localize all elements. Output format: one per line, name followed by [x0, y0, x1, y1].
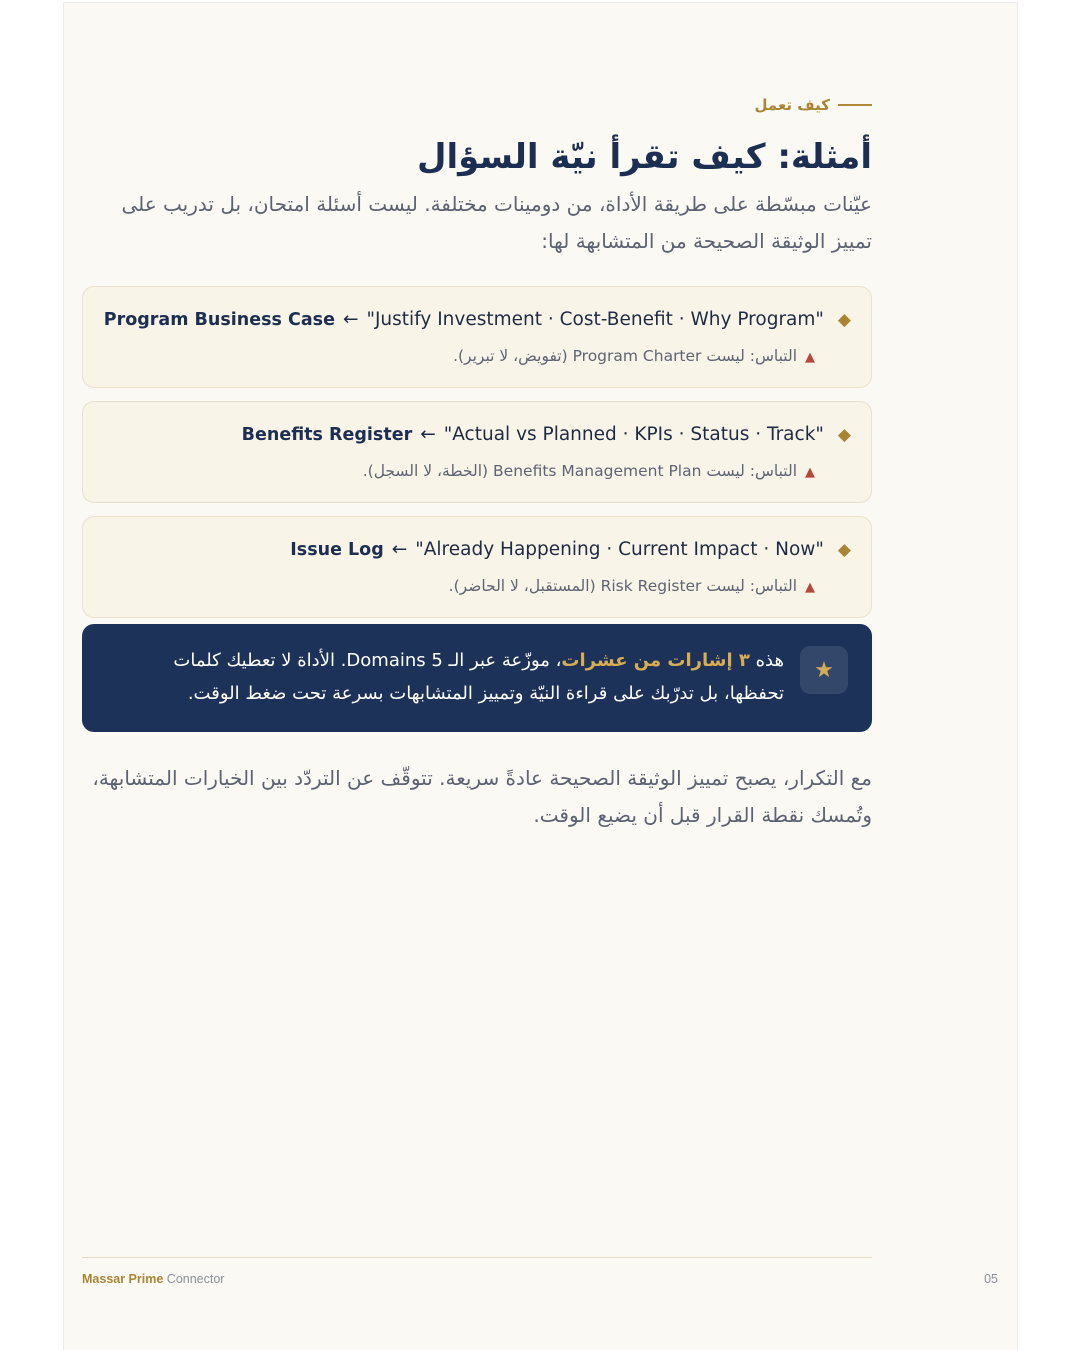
target-document: Program Business Case — [103, 310, 335, 330]
triangle-warning-icon: ▲ — [805, 465, 815, 480]
arrow-icon: ← — [420, 424, 436, 445]
example-card — [82, 401, 872, 503]
page-title: أمثلة: كيف تقرأ نيّة السؤال — [417, 137, 872, 177]
target-document: Benefits Register — [241, 425, 413, 445]
confusion-document: Program Charter — [572, 347, 702, 365]
confusion-note — [103, 345, 815, 369]
brand-suffix: Connector — [163, 1272, 225, 1286]
closing-paragraph: مع التكرار، يصبح تمييز الوثيقة الصحيحة عادةً سريعة. تتوقّف عن التردّد بين الخيارات المتشابهة، وتُمسك نقطة القرار قبل أن يضيع الوقت. — [92, 766, 872, 827]
example-card — [82, 286, 872, 388]
keywords: "Actual vs Planned · KPIs · Status · Track" — [443, 424, 824, 445]
confusion-prefix: التباس: ليست — [706, 347, 797, 365]
callout-highlight: ٣ إشارات من عشرات — [561, 650, 750, 671]
arrow-icon: ← — [391, 539, 408, 560]
example-mapping — [103, 422, 851, 448]
arrow-icon: ← — [342, 309, 359, 330]
footer-divider — [82, 1257, 872, 1258]
triangle-warning-icon: ▲ — [805, 350, 815, 365]
target-document: Issue Log — [290, 540, 384, 560]
callout-box — [82, 624, 872, 732]
footer-brand — [82, 1272, 224, 1286]
confusion-reason: (المستقبل، لا الحاضر). — [448, 577, 596, 595]
brand-name: Massar Prime — [82, 1272, 164, 1286]
star-icon: ★ — [800, 646, 848, 694]
confusion-document: Risk Register — [600, 577, 702, 595]
page-number: 05 — [984, 1272, 998, 1286]
example-card — [82, 516, 872, 618]
triangle-warning-icon: ▲ — [805, 580, 815, 595]
confusion-note — [103, 575, 815, 599]
callout-prefix: هذه — [755, 650, 784, 671]
diamond-icon: ◆ — [837, 310, 851, 330]
confusion-prefix: التباس: ليست — [706, 462, 797, 480]
example-mapping — [103, 307, 851, 333]
confusion-document: Benefits Management Plan — [493, 462, 702, 480]
example-mapping — [103, 537, 851, 563]
eyebrow-divider — [838, 104, 872, 106]
eyebrow — [82, 96, 872, 114]
callout-text — [118, 644, 784, 710]
confusion-reason: (تفويض، لا تبرير). — [453, 347, 568, 365]
keywords: "Already Happening · Current Impact · Now" — [415, 539, 824, 560]
diamond-icon: ◆ — [837, 425, 851, 445]
keywords: "Justify Investment · Cost-Benefit · Why Program" — [366, 309, 824, 330]
confusion-reason: (الخطة، لا السجل). — [362, 462, 489, 480]
confusion-prefix: التباس: ليست — [706, 577, 797, 595]
diamond-icon: ◆ — [837, 540, 851, 560]
confusion-note — [103, 460, 815, 484]
eyebrow-label: كيف تعمل — [754, 96, 830, 114]
intro-paragraph: عيّنات مبسّطة على طريقة الأداة، من دومينات مختلفة. ليست أسئلة امتحان، بل تدريب على تمييز الوثيقة الصحيحة من المتشابهة لها: — [121, 192, 872, 253]
callout-body: ، موزّعة عبر الـ 5 Domains. الأداة لا تعطيك كلمات تحفظها، بل تدرّبك على قراءة النيّة وتمييز المتشابهات بسرعة تحت ضغط الوقت. — [173, 650, 784, 704]
